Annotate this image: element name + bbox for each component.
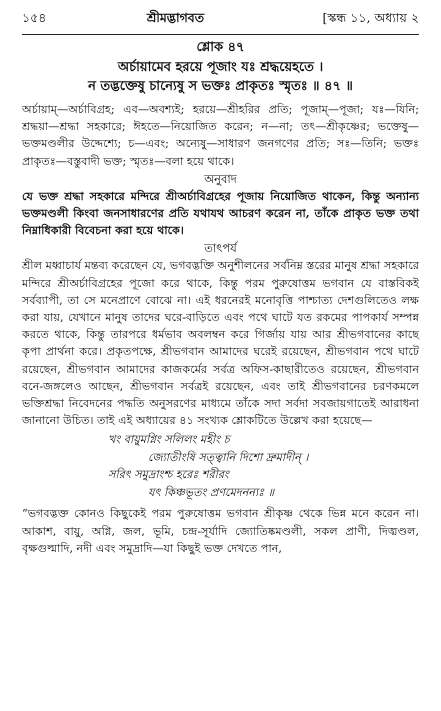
quoted-verse-line-4: যৎ কিঞ্চভূতং প্রণমেদনন্যঃ ॥ (148, 485, 275, 499)
verse-line-1: অর্চায়ামেব হরয়ে পূজাং যঃ শ্রদ্ধয়েহতে । (117, 60, 324, 75)
page-number: ১৫৪ (22, 10, 47, 25)
purport-body (22, 257, 419, 557)
sloka-number: শ্লোক ৪৭ (196, 40, 245, 55)
chapter-reference: [স্কন্ধ ১১, অধ্যায় ২ (322, 10, 419, 25)
book-title: শ্রীমদ্ভাগবত (146, 10, 205, 25)
quoted-verse-line-2: জ্যোতীংষি সত্ত্বানি দিশো দ্রুমাদীন্ । (148, 450, 309, 464)
purport-paragraph-1: শ্রীল মধ্বাচার্য মন্তব্য করেছেন যে, ভগবদ্ভক্তি অনুশীলনের সর্বনিম্ন স্তরের মানুষ শ্রদ্ধা সহকারে মন্দিরে শ্রীঅর্চাবিগ্রহের পূজো করে থাকে, কিন্তু পরম পুরুষোত্তম ভগবান যে বাস্তবিকই সর্বব্যাপী, তা সে মনেপ্রাণে বোঝে না। এই ধরনেরই মনোবৃত্তি পাশ্চাত্য দেশগুলিতেও লক্ষ করা যায়, যেখানে মানুষ তাদের ঘরে-বাড়িতে এবং পথে ঘাটে যত রকমের পাপকার্য সম্পন্ন করতে থাকে, কিন্তু তারপরে ধর্মভাব অবলম্বন করে গির্জায় যায় আর শ্রীভগবানের কাছে কৃপা প্রার্থনা করে। প্রকৃতপক্ষে, শ্রীভগবান আমাদের ঘরেই রয়েছেন, শ্রীভগবান পথে ঘাটে রয়েছেন, শ্রীভগবান আমাদের কাজকর্মের সর্বত্র অফিস-কাছারীতেও রয়েছেন, শ্রীভগবান বনে-জঙ্গলেও আছেন, শ্রীভগবান সর্বত্রই রয়েছেন, এবং তাই শ্রীভগবানের চরণকমলে ভক্তিশ্রদ্ধা নিবেদনের পদ্ধতি অনুসরণের মাধ্যমে তাঁকে সদা সর্বদা সবজায়গাতেই আরাধনা জানানো উচিত। তাই এই অধ্যায়ের ৪১ সংখ্যক শ্লোকটিতে উল্লেখ করা হয়েছে— (22, 259, 419, 428)
verse-line-2: ন তদ্ভক্তেষু চান্যেষু স ভক্তঃ প্রাকৃতঃ স্মৃতঃ ॥ ৪৭ ॥ (88, 79, 353, 94)
translation-text: যে ভক্ত শ্রদ্ধা সহকারে মন্দিরে শ্রীঅর্চাবিগ্রহের পূজায় নিয়োজিত থাকেন, কিন্তু অন্যান্য ভক্তমণ্ডলী কিংবা জনসাধারণের প্রতি যথাযথ আচরণ করেন না, তাঁকে প্রাকৃত ভক্ত তথা নিম্নাধিকারী বিবেচনা করা হয়ে থাকে। (22, 188, 419, 238)
translation-heading: অনুবাদ (204, 171, 237, 186)
synonyms-text: অর্চায়াম্—অর্চাবিগ্রহ; এব—অবশ্যই; হরয়ে—শ্রীহরির প্রতি; পূজাম্—পূজা; যঃ—যিনি; শ্রদ্ধয়া—শ্রদ্ধা সহকারে; ঈহতে—নিয়োজিত করেন; ন—না; তৎ—শ্রীকৃষ্ণের; ভক্তেষু—ভক্তমণ্ডলীর উদ্দেশ্যে; চ—এবং; অন্যেষু—সাধারণ জনগণের প্রতি; সঃ—তিনি; ভক্তঃ প্রাকৃতঃ—বস্তুবাদী ভক্ত; স্মৃতঃ—বলা হয়ে থাকে। (22, 103, 419, 168)
quoted-verse-line-1: খং বায়ুমগ্নিং সলিলং মহীং চ (108, 433, 230, 447)
quoted-verse (22, 431, 419, 501)
purport-heading: তাৎপর্য (204, 241, 237, 256)
quoted-verse-line-3: সরিৎ সমুদ্রাংশ্চ হরেঃ শরীরং (108, 468, 229, 482)
header-rule (22, 34, 419, 35)
page-header (22, 10, 419, 32)
purport-paragraph-2: “ভগবদ্ভক্ত কোনও কিছুকেই পরম পুরুষোত্তম ভগবান শ্রীকৃষ্ণ থেকে ভিন্ন মনে করেন না। আকাশ, বায়ু, অগ্নি, জল, ভূমি, চন্দ্র-সূর্যাদি জ্যোতিষ্কমণ্ডলী, সকল প্রাণী, দিঙ্মণ্ডল, বৃক্ষগুল্মাদি, নদী এবং সমুদ্রাদি—যা কিছুই ভক্ত দেখতে পান, (22, 507, 419, 555)
